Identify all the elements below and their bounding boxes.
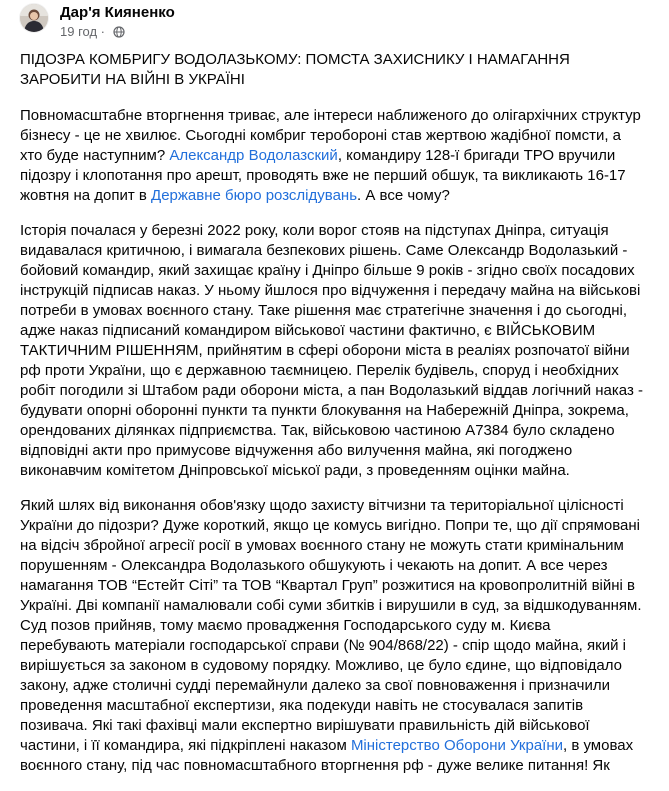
author-name[interactable]: Дар'я Кияненко [60, 4, 175, 21]
paragraph-3-text-a: Який шлях від виконання обов'язку щодо захисту вітчизни та територіальної цілісності України до підозри? Дуже короткий, якщо це комусь вигідно. Попри те, що дії спрямовані на відсіч збройної агресії росії в умовах воєнного стану не можуть стати кримінальним порушенням - Олександра Водолазького обшукують і чекають на допит. А все через намагання ТОВ “Естейт Сіті” та ТОВ “Квартал Груп” розжитися на кровопролитній війні в Україні. Дві компанії намалювали собі суми збитків і вирушили в суд, за відшкодуванням. Суд позов прийняв, тому маємо провадження Господарського суду м. Києва перебувають матеріали господарської справи (№ 904/868/22) - спір щодо майна, який і вирішується за законом в судовому порядку. Можливо, це було єдине, що відповідало закону, адже столичні судді перемайнули далеко за свої повноваження і призначили проведення масштабної експертизи, яка подекуди навіть не стосувалася запитів позивача. Які такі фахівці мали експертно вирішувати правильність дій військової частини, і її командира, які підкріплені наказом [20, 497, 642, 754]
post-timestamp[interactable]: 19 год [60, 24, 98, 39]
author-avatar[interactable] [20, 4, 48, 32]
globe-icon [113, 26, 125, 41]
post-body [20, 50, 645, 791]
mention-link-dbr[interactable]: Державне бюро розслідувань [151, 187, 358, 204]
post-title: ПІДОЗРА КОМБРИГУ ВОДОЛАЗЬКОМУ: ПОМСТА ЗАХИСНИКУ І НАМАГАННЯ ЗАРОБИТИ НА ВІЙНІ В УКРАЇНІ [20, 51, 570, 88]
paragraph-3 [20, 496, 645, 776]
avatar-image [20, 4, 48, 32]
paragraph-1-text-a: Повномасштабне вторгнення триває, але інтереси наближеного до олігархічних структур бізнесу - це не хвилює. Сьогодні комбриг теробороні став жертвою жадібної помсти, а хто буде наступним? [20, 107, 641, 164]
post-meta: 19 год · [60, 24, 125, 41]
paragraph-1 [20, 106, 645, 206]
paragraph-1-text-c: . А все чому? [357, 187, 450, 204]
paragraph-3-text-b: , в умовах воєнного стану, під час повномасштабного вторгнення рф - дуже велике питання! Як [20, 737, 634, 774]
paragraph-2: Історія почалася у березні 2022 року, коли ворог стояв на підступах Дніпра, ситуація видавалася критичною, і вимагала безпекових рішень. Саме Олександр Водолазький - бойовий командир, який захищає країну і Дніпро більше 9 років - згідно своїх посадових інструкцій підписав наказ. У ньому йшлося про відчуження і передачу майна на військові потреби в умовах воєнного стану. Таке рішення має стратегічне значення і до сьогодні, адже наказ підписаний командиром військової частини фактично, є ВІЙСЬКОВИМ ТАКТИЧНИМ РІШЕННЯМ, прийнятим в сфері оборони міста в реаліях розпочатої війни рф проти України, що є державною таємницею. Перелік будівель, споруд і необхідних робіт погодили зі Штабом ради оборони міста, а пан Водолазький віддав логічний наказ - будувати опорні оборонні пункти та пункти блокування на Набережній Дніпра, зокрема, орендованих ділянках підприємства. Так, військовою частиною А7384 було складено відповідні акти про примусове відчуження або вилучення майна, які погоджено виконавчим комітетом Дніпровської міської ради, з проведенням оцінки майна. [20, 222, 643, 479]
mention-link-ministry-of-defence[interactable]: Міністерство Оборони України [350, 737, 563, 754]
paragraph-1-text-b: , командиру 128-ї бригади ТРО вручили підозру і клопотання про арешт, проводять вже не перший обшук, та викликають 16-17 жовтня на допит в [20, 147, 626, 204]
mention-link-vodolazsky[interactable]: Александр Водолазский [169, 147, 338, 164]
